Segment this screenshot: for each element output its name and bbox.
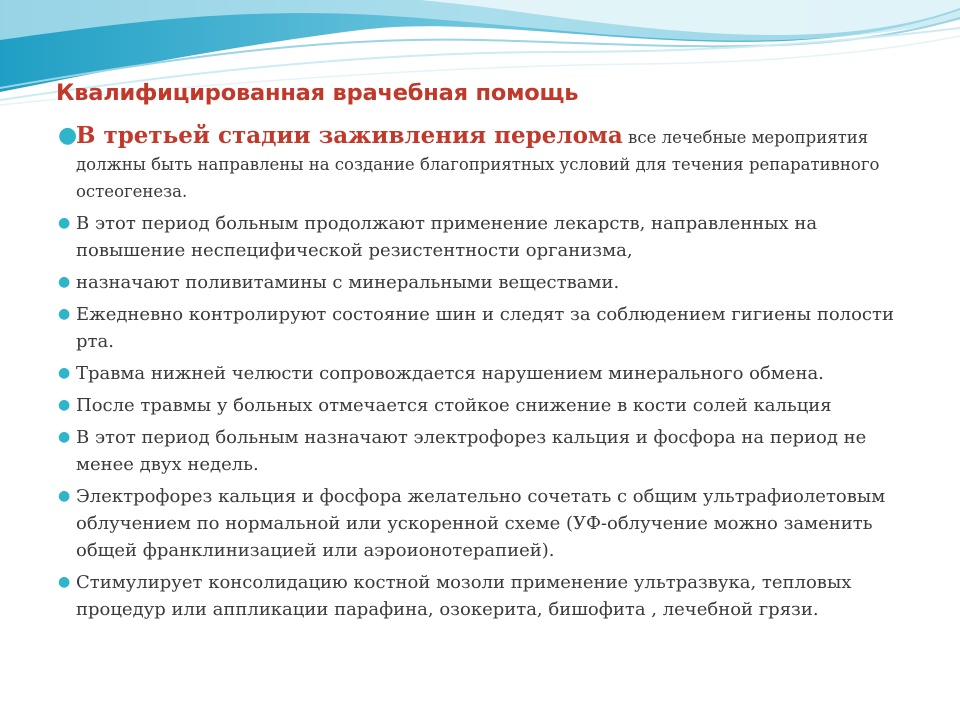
lead-text: все лечебные мероприятия должны быть направлены на создание благоприятных условий для течения репаративного остеогенеза. bbox=[76, 128, 880, 201]
bullet-dot-icon: ● bbox=[58, 365, 71, 381]
list-item-text: В этот период больным продолжают применение лекарств, направленных на повышение неспецифической резистентности организма, bbox=[76, 213, 818, 261]
list-item-text: назначают поливитамины с минеральными веществами. bbox=[76, 272, 620, 293]
bullet-list bbox=[58, 122, 906, 628]
list-item bbox=[58, 392, 906, 419]
list-item bbox=[58, 360, 906, 387]
bullet-dot-icon: ● bbox=[58, 574, 71, 590]
list-item bbox=[58, 301, 906, 355]
bullet-dot-icon: ● bbox=[58, 215, 71, 231]
bullet-dot-icon: ● bbox=[58, 274, 71, 290]
list-item bbox=[58, 424, 906, 478]
bullet-dot-icon: ● bbox=[58, 488, 71, 504]
bullet-dot-icon: ● bbox=[58, 397, 71, 413]
list-item-text: После травмы у больных отмечается стойкое снижение в кости солей кальция bbox=[76, 395, 832, 416]
list-item-text: Электрофорез кальция и фосфора желательно сочетать с общим ультрафиолетовым облучением по нормальной или ускоренной схеме (УФ-облучение можно заменить общей франклинизацией или аэроионотерапией). bbox=[76, 486, 886, 561]
slide-title: Квалифицированная врачебная помощь bbox=[56, 80, 579, 106]
lead-emphasis: В третьей стадии заживления перелома bbox=[76, 122, 623, 149]
list-item bbox=[58, 269, 906, 296]
list-item-text: Травма нижней челюсти сопровождается нарушением минерального обмена. bbox=[76, 363, 824, 384]
bullet-dot-icon: ● bbox=[58, 429, 71, 445]
list-item-text: В этот период больным назначают электрофорез кальция и фосфора на период не менее двух недель. bbox=[76, 427, 867, 475]
list-item bbox=[58, 569, 906, 623]
list-item bbox=[58, 122, 906, 205]
list-item bbox=[58, 483, 906, 564]
list-item bbox=[58, 210, 906, 264]
list-item-text: Ежедневно контролируют состояние шин и следят за соблюдением гигиены полости рта. bbox=[76, 304, 894, 352]
bullet-dot-icon: ● bbox=[58, 306, 71, 322]
list-item-text: Стимулирует консолидацию костной мозоли применение ультразвука, тепловых процедур или аппликации парафина, озокерита, бишофита , лечебной грязи. bbox=[76, 572, 852, 620]
bullet-dot-icon: ● bbox=[58, 123, 78, 148]
